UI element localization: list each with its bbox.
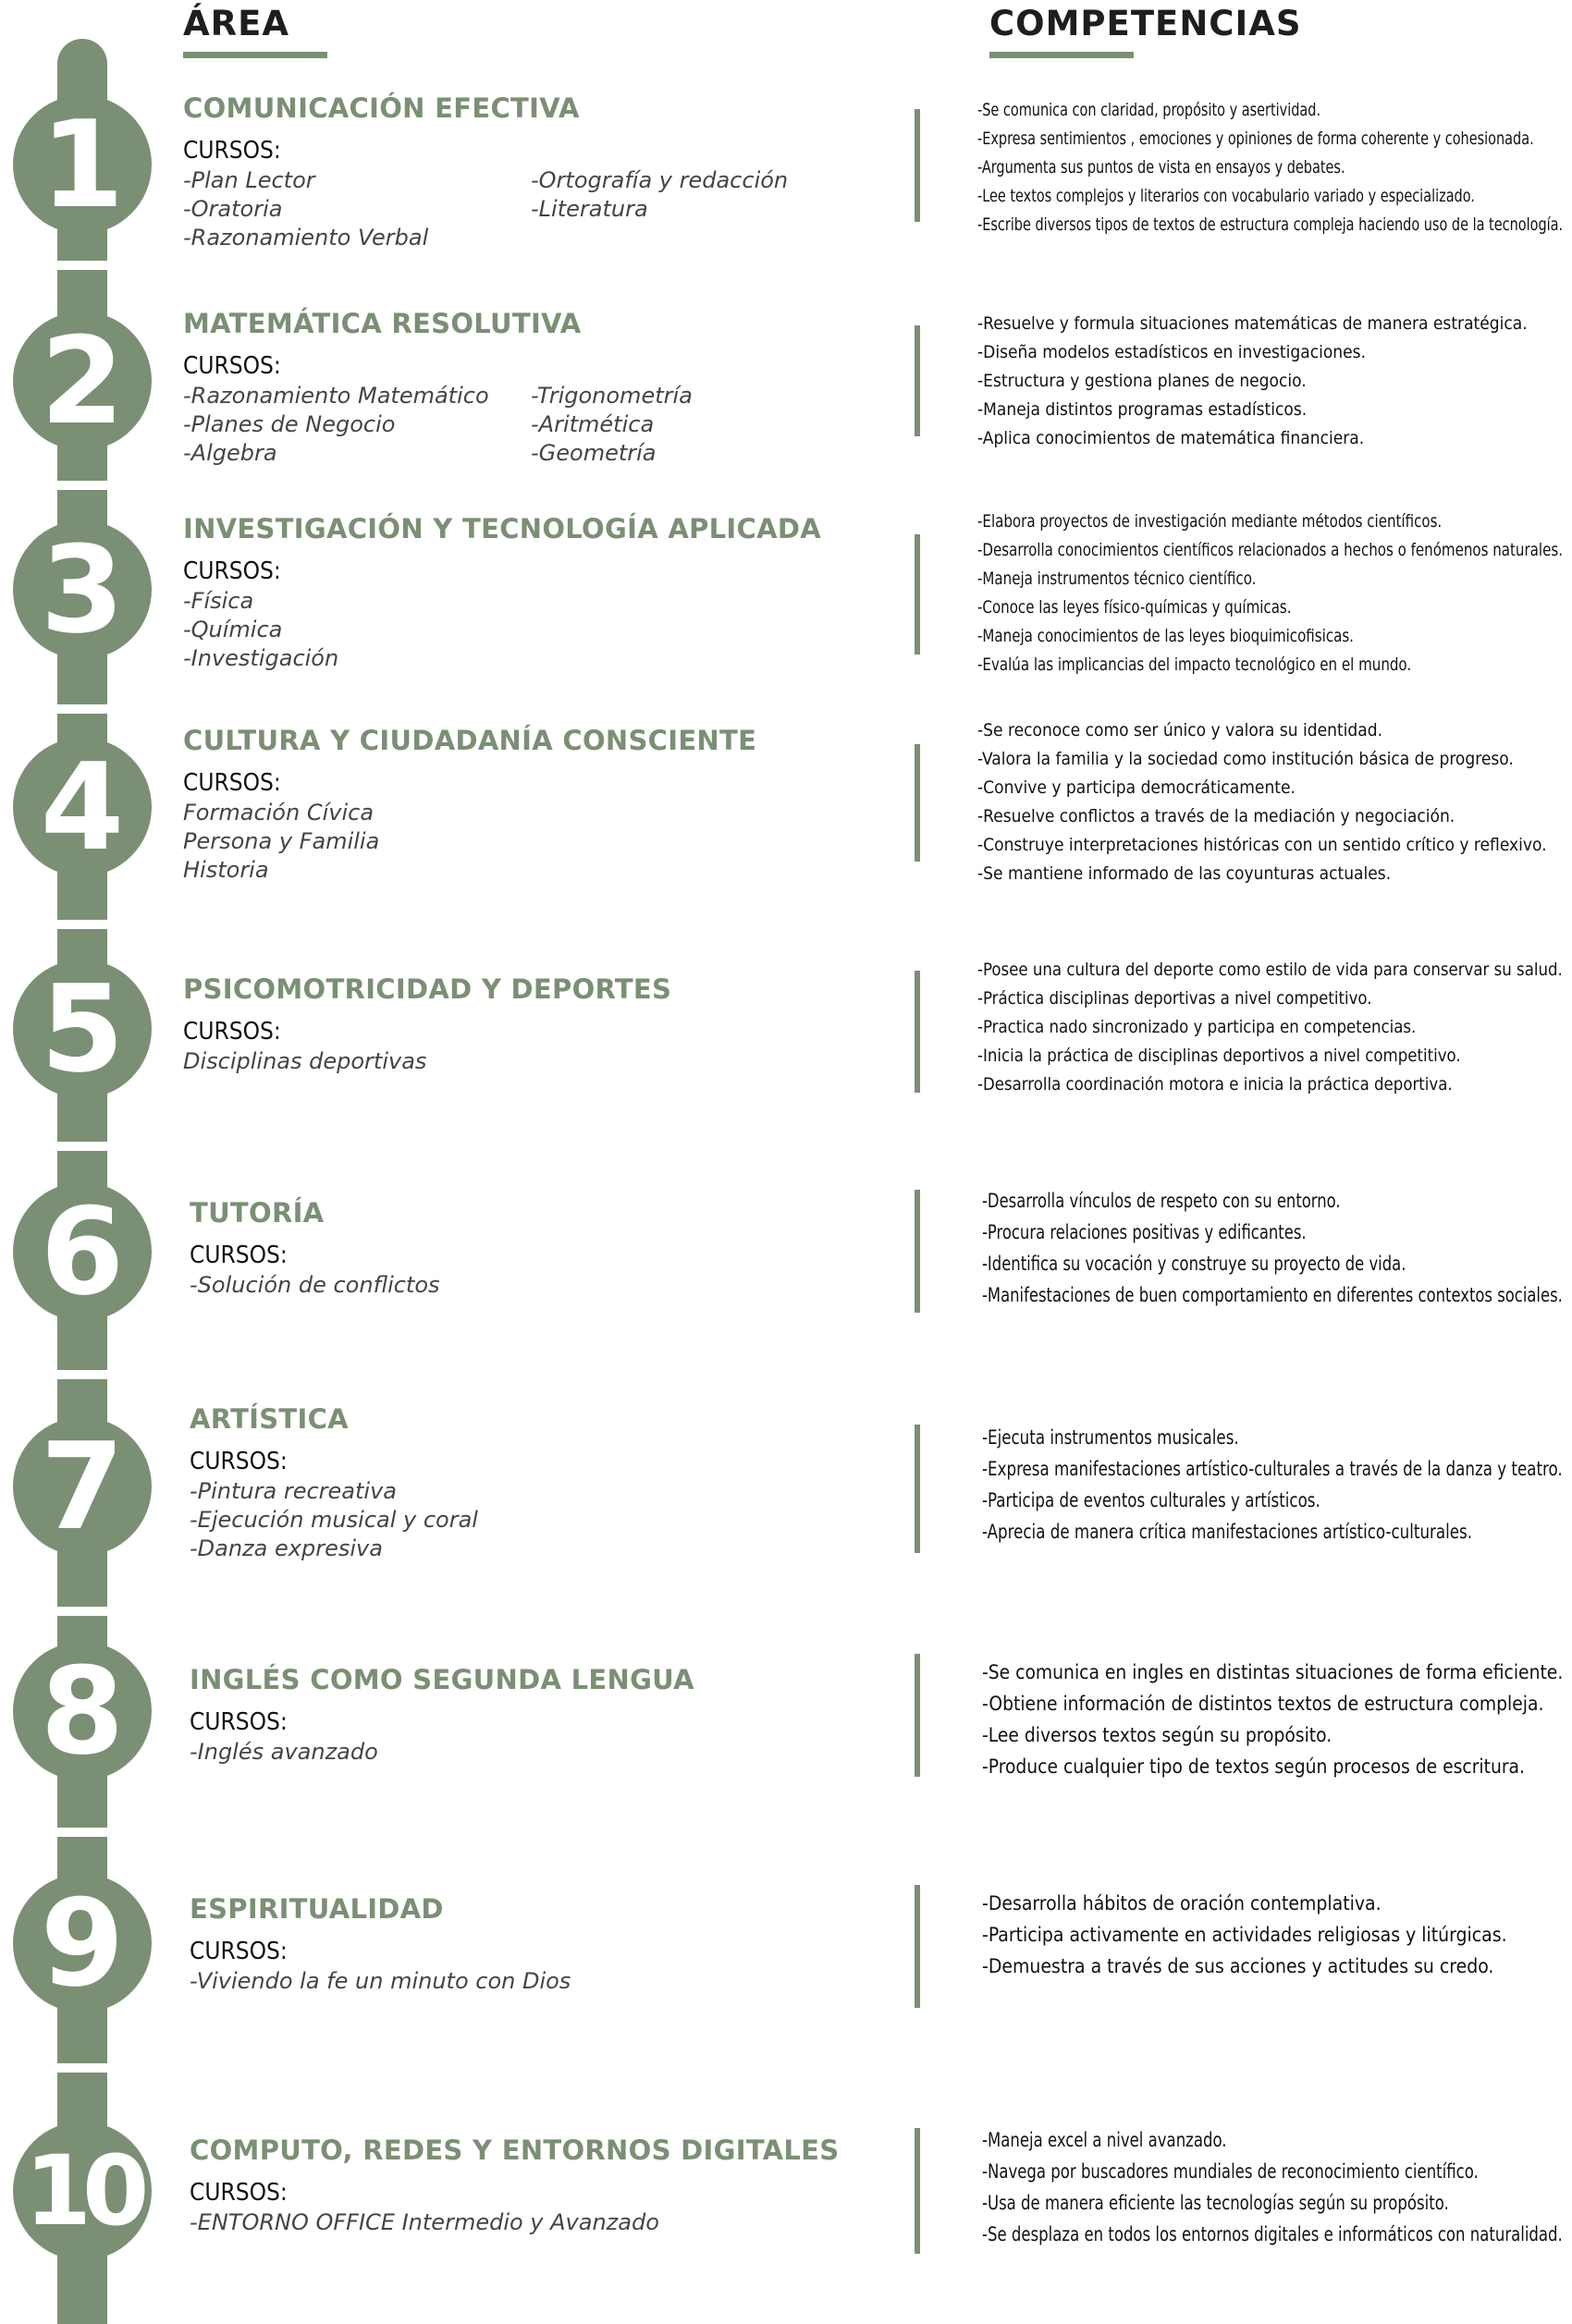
area-title: INVESTIGACIÓN Y TECNOLOGÍA APLICADA	[183, 513, 821, 544]
area-number-badge: 9	[13, 1874, 152, 2012]
competencia-item: -Produce cualquier tipo de textos según procesos de escritura.	[982, 1755, 1525, 1778]
competency-separator-bar	[915, 109, 920, 222]
competencias-list	[982, 1657, 1567, 1782]
timeline-notch	[57, 1828, 107, 1837]
course-list	[183, 1047, 756, 1076]
competencias-list	[982, 1422, 1572, 1547]
course-list	[183, 166, 808, 252]
course-item: -Química	[183, 617, 283, 642]
area-title: TUTORÍA	[190, 1197, 325, 1229]
timeline-notch	[57, 2063, 107, 2073]
competencia-item: -Construye interpretaciones históricas con un sentido crítico y reflexivo.	[977, 835, 1547, 855]
course-item: -Solución de conflictos	[190, 1272, 440, 1298]
competencia-item: -Evalúa las implicancias del impacto tecnológico en el mundo.	[977, 654, 1412, 675]
cursos-label: CURSOS:	[183, 137, 281, 165]
competencia-item: -Se reconoce como ser único y valora su identidad.	[977, 720, 1383, 740]
area-title: PSICOMOTRICIDAD Y DEPORTES	[183, 973, 672, 1005]
course-list	[190, 1738, 763, 1767]
area-block	[190, 2134, 839, 2237]
competencia-item: -Maneja conocimientos de las leyes bioquimicofisicas.	[977, 626, 1354, 646]
competencia-item: -Resuelve conflictos a través de la mediación y negociación.	[977, 806, 1455, 826]
competencia-item: -Posee una cultura del deporte como estilo de vida para conservar su salud.	[977, 960, 1563, 980]
competencia-item: -Resuelve y formula situaciones matemáticas de manera estratégica.	[977, 313, 1528, 334]
area-number-badge: 1	[13, 95, 152, 234]
area-title: INGLÉS COMO SEGUNDA LENGUA	[190, 1664, 694, 1695]
competencia-item: -Obtiene información de distintos textos de estructura compleja.	[982, 1693, 1544, 1715]
course-item: -Razonamiento Matemático	[183, 383, 489, 409]
competency-separator-bar	[915, 1190, 920, 1313]
competencias-list	[977, 956, 1572, 1099]
competencia-item: -Elabora proyectos de investigación mediante métodos científicos.	[977, 511, 1443, 532]
competencia-item: -Escribe diversos tipos de textos de estructura compleja haciendo uso de la tecnología.	[977, 214, 1564, 235]
cursos-label: CURSOS:	[190, 1242, 288, 1269]
course-item: -Pintura recreativa	[190, 1478, 397, 1504]
competencia-item: -Práctica disciplinas deportivas a nivel competitivo.	[977, 988, 1372, 1009]
course-item: Persona y Familia	[183, 828, 380, 854]
competencia-item: -Demuestra a través de sus acciones y actitudes su credo.	[982, 1955, 1494, 1977]
course-item: -Plan Lector	[183, 167, 315, 193]
area-number-badge: 10	[13, 2122, 152, 2260]
competencia-item: -Se comunica en ingles en distintas situaciones de forma eficiente.	[982, 1661, 1564, 1683]
area-title: MATEMÁTICA RESOLUTIVA	[183, 308, 582, 339]
course-item: -Planes de Negocio	[183, 411, 396, 437]
area-title: CULTURA Y CIUDADANÍA CONSCIENTE	[183, 725, 757, 756]
area-number-badge: 8	[13, 1642, 152, 1780]
competencia-item: -Inicia la práctica de disciplinas deportivos a nivel competitivo.	[977, 1046, 1461, 1066]
area-block	[190, 1403, 763, 1563]
course-item: -Danza expresiva	[190, 1535, 383, 1561]
course-item: Disciplinas deportivas	[183, 1048, 427, 1074]
course-item: -Literatura	[531, 196, 648, 222]
course-list	[183, 799, 756, 885]
competencia-item: -Se mantiene informado de las coyunturas actuales.	[977, 863, 1392, 884]
competencia-item: -Participa de eventos culturales y artísticos.	[982, 1489, 1320, 1511]
competency-separator-bar	[915, 325, 920, 436]
competencia-item: -Maneja distintos programas estadísticos.	[977, 399, 1308, 420]
competency-separator-bar	[915, 534, 920, 654]
competencia-item: -Valora la familia y la sociedad como institución básica de progreso.	[977, 749, 1514, 769]
competencias-header-underline	[989, 52, 1134, 58]
competency-separator-bar	[915, 1885, 920, 2008]
competencia-item: -Conoce las leyes físico-químicas y químicas.	[977, 597, 1292, 618]
competencia-item: -Se comunica con claridad, propósito y asertividad.	[977, 100, 1321, 120]
competencias-list	[977, 716, 1547, 888]
competencia-item: -Participa activamente en actividades religiosas y litúrgicas.	[982, 1924, 1507, 1946]
competencias-list	[982, 1185, 1572, 1311]
area-number-badge: 4	[13, 738, 152, 876]
area-number-badge: 2	[13, 312, 152, 450]
competency-separator-bar	[915, 1654, 920, 1777]
competencia-item: -Estructura y gestiona planes de negocio.	[977, 371, 1307, 391]
area-number-badge: 7	[13, 1417, 152, 1556]
course-list	[190, 2208, 839, 2237]
competencia-item: -Lee diversos textos según su propósito.	[982, 1724, 1333, 1746]
area-block	[183, 92, 808, 252]
area-block	[183, 725, 756, 885]
competencia-item: -Navega por buscadores mundiales de reconocimiento científico.	[982, 2160, 1479, 2183]
competencia-item: -Aplica conocimientos de matemática financiera.	[977, 428, 1365, 448]
course-item: -Razonamiento Verbal	[183, 225, 429, 251]
course-item: Historia	[183, 857, 269, 883]
area-number-badge: 3	[13, 520, 152, 659]
competencia-item: -Desarrolla conocimientos científicos relacionados a hechos o fenómenos naturales.	[977, 540, 1563, 560]
competencia-item: -Usa de manera eficiente las tecnologías según su propósito.	[982, 2192, 1449, 2214]
course-list	[190, 1477, 763, 1563]
timeline-notch	[57, 920, 107, 929]
competencia-item: -Desarrolla vínculos de respeto con su entorno.	[982, 1190, 1341, 1212]
area-column-header: ÁREA	[183, 4, 290, 43]
competencia-item: -Aprecia de manera crítica manifestaciones artístico-culturales.	[982, 1521, 1473, 1543]
competencias-list	[982, 2124, 1572, 2250]
timeline-notch	[57, 261, 107, 270]
course-item: -Oratoria	[183, 196, 283, 222]
course-item: -ENTORNO OFFICE Intermedio y Avanzado	[190, 2209, 659, 2235]
course-list	[190, 1271, 763, 1300]
course-item: -Física	[183, 588, 254, 614]
course-item: -Viviendo la fe un minuto con Dios	[190, 1968, 571, 1994]
competencias-list	[982, 1888, 1507, 1982]
course-item: -Ortografía y redacción	[531, 167, 789, 193]
competencia-item: -Manifestaciones de buen comportamiento en diferentes contextos sociales.	[982, 1284, 1563, 1306]
area-block	[183, 513, 821, 673]
competencias-list	[977, 508, 1572, 679]
competencia-item: -Ejecuta instrumentos musicales.	[982, 1426, 1239, 1449]
cursos-label: CURSOS:	[183, 1018, 281, 1046]
competencia-item: -Se desplaza en todos los entornos digitales e informáticos con naturalidad.	[982, 2223, 1563, 2245]
cursos-label: CURSOS:	[183, 769, 281, 797]
timeline-notch	[57, 481, 107, 490]
course-item: -Geometría	[531, 440, 657, 466]
competencia-item: -Procura relaciones positivas y edificantes.	[982, 1221, 1307, 1243]
course-item: Formación Cívica	[183, 800, 375, 826]
competencia-item: -Diseña modelos estadísticos en investigaciones.	[977, 342, 1366, 362]
cursos-label: CURSOS:	[183, 352, 281, 380]
area-block	[183, 308, 808, 468]
timeline-notch	[57, 704, 107, 714]
course-item: -Investigación	[183, 645, 339, 671]
competency-separator-bar	[915, 744, 920, 862]
cursos-label: CURSOS:	[190, 1938, 288, 1965]
area-title: ESPIRITUALIDAD	[190, 1893, 444, 1925]
competencia-item: -Desarrolla coordinación motora e inicia la práctica deportiva.	[977, 1074, 1453, 1095]
competencias-list	[977, 96, 1572, 239]
competencias-column-header: COMPETENCIAS	[989, 4, 1302, 43]
competencia-item: -Lee textos complejos y literarios con vocabulario variado y especializado.	[977, 186, 1475, 206]
course-item: -Trigonometría	[531, 383, 693, 409]
competencia-item: -Maneja instrumentos técnico científico.	[977, 569, 1257, 589]
area-title: COMPUTO, REDES Y ENTORNOS DIGITALES	[190, 2134, 840, 2166]
timeline-notch	[57, 1370, 107, 1379]
course-item: -Aritmética	[531, 411, 655, 437]
competencia-item: -Maneja excel a nivel avanzado.	[982, 2129, 1227, 2151]
course-item: -Ejecución musical y coral	[190, 1507, 478, 1533]
competency-separator-bar	[915, 971, 920, 1093]
course-list	[183, 382, 808, 468]
area-number-badge: 6	[13, 1182, 152, 1321]
area-block	[190, 1197, 763, 1300]
competencia-item: -Expresa manifestaciones artístico-culturales a través de la danza y teatro.	[982, 1458, 1563, 1480]
cursos-label: CURSOS:	[190, 1448, 288, 1475]
competencias-list	[977, 310, 1528, 453]
competencia-item: -Practica nado sincronizado y participa en competencias.	[977, 1017, 1417, 1037]
area-title: ARTÍSTICA	[190, 1403, 349, 1435]
competency-separator-bar	[915, 1425, 920, 1553]
area-number-badge: 5	[13, 960, 152, 1098]
cursos-label: CURSOS:	[190, 2179, 288, 2207]
area-header-underline	[183, 52, 327, 58]
course-list	[183, 587, 821, 673]
timeline-notch	[57, 1142, 107, 1151]
area-block	[190, 1893, 763, 1996]
cursos-label: CURSOS:	[190, 1708, 288, 1736]
competencia-item: -Identifica su vocación y construye su proyecto de vida.	[982, 1253, 1406, 1275]
area-block	[190, 1664, 763, 1767]
course-item: -Algebra	[183, 440, 277, 466]
area-title: COMUNICACIÓN EFECTIVA	[183, 92, 580, 124]
timeline-notch	[57, 1607, 107, 1616]
cursos-label: CURSOS:	[183, 557, 281, 585]
area-block	[183, 973, 756, 1076]
competency-separator-bar	[915, 2128, 920, 2254]
course-list	[190, 1967, 763, 1996]
competencia-item: -Expresa sentimientos , emociones y opiniones de forma coherente y cohesionada.	[977, 128, 1534, 149]
competencia-item: -Argumenta sus puntos de vista en ensayos y debates.	[977, 157, 1345, 177]
competencia-item: -Convive y participa democráticamente.	[977, 777, 1296, 798]
competencia-item: -Desarrolla hábitos de oración contemplativa.	[982, 1892, 1382, 1914]
course-item: -Inglés avanzado	[190, 1739, 378, 1765]
